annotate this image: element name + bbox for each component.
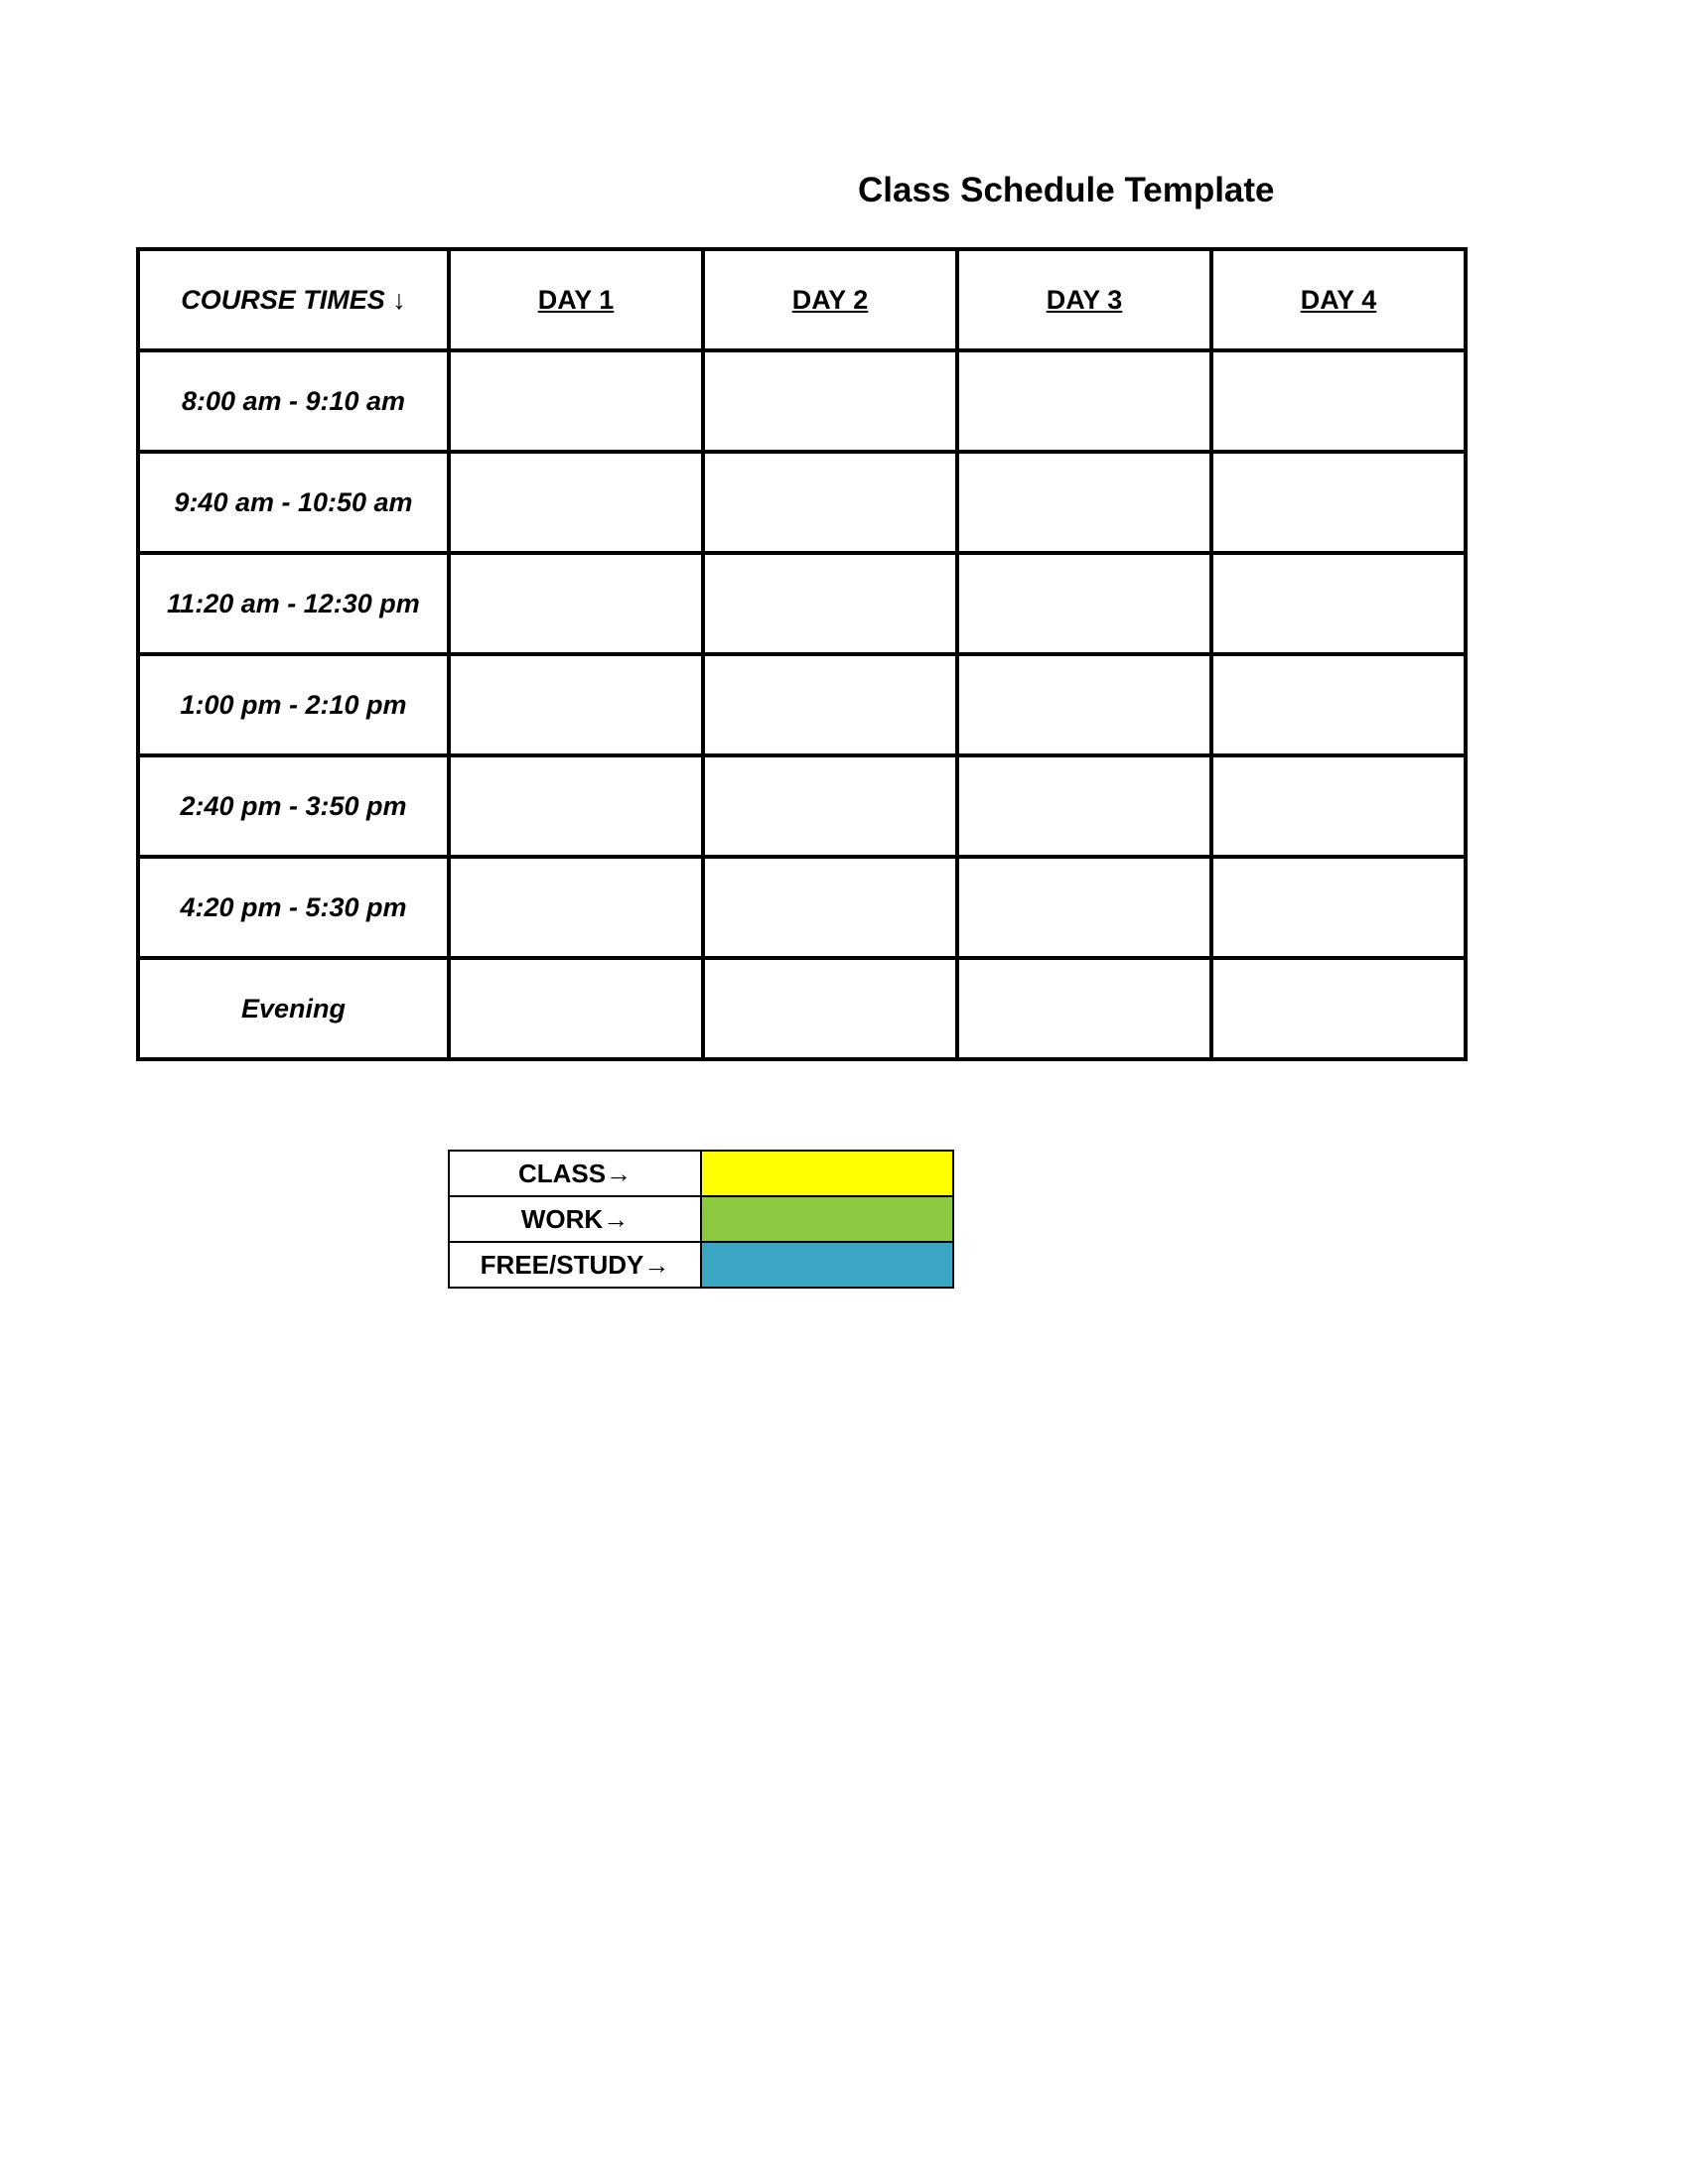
legend-row-work xyxy=(449,1196,953,1242)
day-header-2 xyxy=(703,249,957,350)
day-header-label: DAY 4 xyxy=(1300,284,1377,315)
schedule-cell[interactable] xyxy=(703,553,957,654)
schedule-cell[interactable] xyxy=(1211,755,1466,857)
schedule-cell[interactable] xyxy=(703,755,957,857)
time-slot-cell xyxy=(138,452,449,553)
time-slot-label: 4:20 pm - 5:30 pm xyxy=(180,891,407,922)
day-header-4 xyxy=(1211,249,1466,350)
schedule-cell[interactable] xyxy=(957,654,1211,755)
day-header-3 xyxy=(957,249,1211,350)
time-slot-label: 2:40 pm - 3:50 pm xyxy=(180,790,407,821)
legend-label: CLASS→ xyxy=(449,1151,701,1196)
legend-label: WORK→ xyxy=(449,1196,701,1242)
schedule-cell[interactable] xyxy=(1211,350,1466,452)
legend-swatch-class xyxy=(701,1151,953,1196)
schedule-cell[interactable] xyxy=(449,452,703,553)
schedule-table xyxy=(136,247,1468,1061)
time-slot-cell xyxy=(138,755,449,857)
day-header-label: DAY 3 xyxy=(1046,284,1123,315)
schedule-cell[interactable] xyxy=(957,755,1211,857)
time-slot-cell xyxy=(138,350,449,452)
schedule-row xyxy=(138,857,1466,958)
time-slot-label: 1:00 pm - 2:10 pm xyxy=(180,689,407,720)
legend-swatch-work xyxy=(701,1196,953,1242)
legend-row-free-study xyxy=(449,1242,953,1288)
schedule-cell[interactable] xyxy=(703,654,957,755)
schedule-cell[interactable] xyxy=(449,755,703,857)
schedule-row xyxy=(138,755,1466,857)
schedule-row xyxy=(138,553,1466,654)
schedule-cell[interactable] xyxy=(703,350,957,452)
schedule-cell[interactable] xyxy=(1211,654,1466,755)
course-times-header-label: COURSE TIMES ↓ xyxy=(181,284,406,315)
legend-swatch-free-study xyxy=(701,1242,953,1288)
schedule-cell[interactable] xyxy=(449,350,703,452)
schedule-cell[interactable] xyxy=(449,654,703,755)
day-header-label: DAY 1 xyxy=(537,284,615,315)
time-slot-cell xyxy=(138,958,449,1059)
schedule-cell[interactable] xyxy=(957,958,1211,1059)
schedule-header-row xyxy=(138,249,1466,350)
schedule-cell[interactable] xyxy=(1211,857,1466,958)
schedule-cell[interactable] xyxy=(449,857,703,958)
schedule-row xyxy=(138,350,1466,452)
schedule-cell[interactable] xyxy=(957,553,1211,654)
time-slot-label: 8:00 am - 9:10 am xyxy=(181,385,406,416)
schedule-cell[interactable] xyxy=(957,452,1211,553)
schedule-cell[interactable] xyxy=(1211,452,1466,553)
course-times-header xyxy=(138,249,449,350)
schedule-cell[interactable] xyxy=(1211,553,1466,654)
time-slot-label: 11:20 am - 12:30 pm xyxy=(167,588,420,618)
time-slot-cell xyxy=(138,553,449,654)
schedule-cell[interactable] xyxy=(703,958,957,1059)
schedule-cell[interactable] xyxy=(957,857,1211,958)
schedule-row xyxy=(138,452,1466,553)
legend-row-class xyxy=(449,1151,953,1196)
schedule-cell[interactable] xyxy=(449,553,703,654)
time-slot-label: 9:40 am - 10:50 am xyxy=(174,486,413,517)
time-slot-cell xyxy=(138,857,449,958)
schedule-cell[interactable] xyxy=(957,350,1211,452)
schedule-cell[interactable] xyxy=(449,958,703,1059)
color-legend xyxy=(448,1150,954,1289)
day-header-1 xyxy=(449,249,703,350)
page-title: Class Schedule Template xyxy=(858,171,1275,209)
day-header-label: DAY 2 xyxy=(791,284,869,315)
time-slot-label: Evening xyxy=(240,993,347,1024)
schedule-row xyxy=(138,654,1466,755)
schedule-cell[interactable] xyxy=(1211,958,1466,1059)
schedule-cell[interactable] xyxy=(703,452,957,553)
schedule-row xyxy=(138,958,1466,1059)
legend-label: FREE/STUDY→ xyxy=(449,1242,701,1288)
time-slot-cell xyxy=(138,654,449,755)
schedule-cell[interactable] xyxy=(703,857,957,958)
